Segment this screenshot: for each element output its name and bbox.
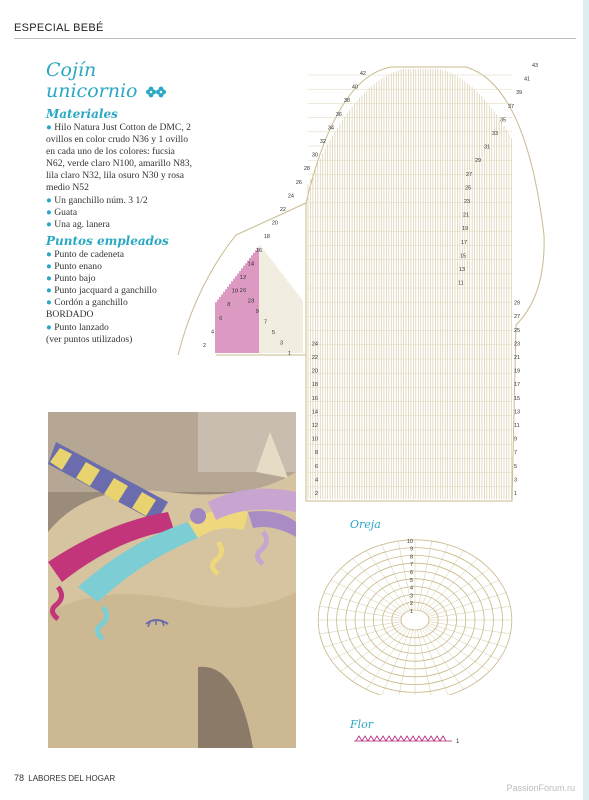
stitch-line: (ver puntos utilizados) (46, 333, 133, 345)
stitch-line: ● Punto lanzado (46, 321, 109, 333)
ear-spoke (331, 580, 403, 615)
row-label-left: 38 (343, 98, 350, 105)
title-line1: Cojín (46, 59, 97, 81)
ear-row-label: 6 (409, 570, 413, 576)
row-label-right: 33 (492, 131, 499, 137)
stitch-line: BORDADO (46, 309, 94, 321)
row-label-lower-right: 27 (514, 314, 521, 321)
row-label-lower-right: 1 (514, 491, 518, 497)
row-label-left: 42 (359, 71, 366, 77)
row-label-lower-right: 29 (514, 300, 521, 307)
materials-line: ● Hilo Natura Just Cotton de DMC, 2 (46, 122, 191, 133)
row-label-right: 11 (458, 280, 464, 287)
row-label-left: 30 (311, 152, 318, 159)
row-label-lower-left: 4 (314, 477, 318, 484)
ear-spoke (429, 622, 511, 634)
materials-line: medio N52 (46, 182, 89, 194)
row-label-lower-right: 5 (514, 463, 518, 470)
row-label-small: 3 (280, 340, 284, 347)
ear-row-label: 5 (409, 577, 413, 584)
materials-line: lila claro N32, lila osuro N30 y rosa (46, 170, 185, 182)
row-label-left: 36 (335, 111, 342, 118)
materials-line: ovillos en color crudo N36 y 1 ovillo (46, 134, 189, 146)
ear-row-label: 9 (409, 546, 413, 553)
ear-row-label: 4 (409, 585, 413, 592)
ear-row-label: 7 (409, 562, 413, 569)
row-label-left: 34 (327, 125, 334, 132)
row-label-left: 24 (287, 193, 294, 200)
row-label-left: 28 (303, 166, 310, 173)
row-label-right: 19 (462, 226, 469, 233)
row-label-left: 32 (319, 139, 326, 145)
ear-spoke (319, 606, 401, 618)
row-label-right: 15 (460, 253, 467, 260)
ear-spoke (331, 625, 403, 660)
ear-spoke (427, 625, 499, 660)
row-label-lower-left: 6 (314, 463, 318, 470)
row-label-left: 4 (210, 329, 214, 336)
materials-line: ● Una ag. lanera (46, 218, 110, 230)
row-label-lower-right: 19 (514, 368, 521, 375)
row-label-lower-left: 10 (311, 436, 318, 443)
row-label-right: 35 (500, 117, 507, 124)
ear-row-label: 2 (409, 601, 413, 608)
row-label-lower-left: 20 (311, 368, 318, 375)
row-label-small: 1 (288, 351, 292, 357)
row-label-lower-left: 16 (311, 395, 318, 402)
row-label-left: 20 (271, 220, 278, 227)
ear-crochet-diagram (315, 520, 520, 695)
watermark: PassionForum.ru (506, 783, 575, 793)
materials-list (46, 122, 192, 231)
row-label-right: 39 (516, 90, 523, 97)
row-label-lower-right: 13 (514, 409, 521, 416)
row-label-right: 31 (484, 144, 491, 151)
ear-spoke (353, 559, 406, 613)
title-line2: unicornio (46, 80, 138, 102)
row-label-right: 25 (465, 185, 472, 192)
row-label-small: 9 (256, 309, 260, 315)
flower-crochet-diagram (352, 733, 472, 747)
row-label-lower-right: 23 (514, 341, 521, 348)
ear-row-labels (407, 539, 413, 615)
ear-spoke (367, 629, 409, 690)
row-label-left: 10 (231, 288, 238, 295)
materials-heading: Materiales (46, 107, 118, 121)
ear-row-label: 3 (409, 593, 413, 600)
materials-line: ● Un ganchillo núm. 3 1/2 (46, 194, 148, 206)
materials-line: N62, verde claro N100, amarillo N83, (46, 158, 192, 170)
row-label-left: 2 (202, 343, 206, 349)
row-label-right: 29 (475, 158, 482, 165)
row-label-left: 8 (226, 302, 230, 309)
row-label-lower-left: 8 (314, 450, 318, 457)
ear-spoke (422, 551, 464, 612)
row-label-right: 43 (532, 63, 539, 69)
row-label-left: 14 (247, 261, 254, 268)
row-label-small: 7 (264, 319, 268, 326)
stitches-list (46, 249, 186, 346)
row-label-right: 13 (459, 267, 466, 273)
ear-spoke (319, 622, 401, 634)
ear-ring (401, 610, 429, 630)
ear-diagram-label: Oreja (350, 518, 381, 531)
section-label: ESPECIAL BEBÉ (14, 22, 104, 34)
stitches-heading: Puntos empleados (46, 234, 169, 248)
ear-row-label: 10 (406, 538, 413, 545)
header-rule (14, 38, 576, 39)
ear-spoke (422, 629, 464, 690)
ear-rings (318, 540, 512, 695)
row-label-lower-left: 12 (311, 423, 318, 429)
ear-spoke (424, 628, 477, 682)
body-vertical-stitches (260, 69, 511, 499)
row-number-labels (203, 63, 538, 497)
page-footer (14, 773, 115, 783)
flower-row-label: 1 (456, 739, 460, 745)
magazine-name: LABORES DEL HOGAR (28, 774, 116, 783)
row-label-lower-right: 21 (514, 355, 521, 361)
ear-spoke (427, 580, 499, 615)
row-label-lower-right: 15 (514, 395, 521, 402)
row-label-right: 27 (466, 171, 473, 178)
stitch-line: ● Cordón a ganchillo (46, 297, 128, 309)
ear-spoke (429, 606, 511, 618)
row-label-left: 12 (239, 275, 246, 281)
page-number: 78 (14, 773, 25, 783)
row-label-lower-right: 17 (514, 382, 521, 389)
row-label-lower-left: 18 (311, 382, 318, 389)
row-label-right: 21 (463, 212, 470, 219)
row-label-left: 22 (279, 207, 286, 213)
flower-diagram-label: Flor (350, 718, 374, 731)
materials-line: en cada uno de los colores: fucsia (46, 146, 175, 158)
row-label-right: 17 (461, 239, 468, 246)
stitch-line: ● Punto bajo (46, 273, 96, 285)
row-label-lower-right: 3 (514, 477, 518, 484)
ear-spoke (367, 551, 409, 612)
row-label-lower-right: 25 (514, 327, 521, 334)
ear-spoke (424, 559, 477, 613)
row-label-lower-left: 14 (311, 409, 318, 416)
ear-row-label: 1 (409, 609, 413, 615)
stitch-line: ● Punto de cadeneta (46, 249, 124, 260)
row-label-left: 6 (218, 315, 222, 322)
row-label-small: 26 (240, 288, 247, 294)
ear-row-label: 8 (409, 554, 413, 561)
row-label-right: 41 (524, 76, 531, 83)
row-label-lower-left: 22 (311, 355, 318, 361)
row-label-right: 37 (508, 103, 515, 110)
body-crochet-diagram (176, 55, 566, 510)
row-label-right: 23 (464, 199, 471, 205)
stitch-line: ● Punto jacquard a ganchillo (46, 285, 157, 297)
row-label-lower-right: 9 (514, 436, 518, 443)
row-label-lower-left: 2 (314, 491, 318, 497)
row-label-small: 5 (272, 330, 276, 336)
body-horizontal-rows (308, 75, 515, 487)
row-label-left: 26 (295, 179, 302, 186)
row-label-left: 40 (351, 84, 358, 91)
row-label-left: 16 (255, 247, 262, 254)
row-label-left: 18 (263, 234, 270, 241)
ear-spoke (353, 628, 406, 682)
flower-icon (146, 86, 168, 98)
row-label-lower-right: 7 (514, 450, 518, 457)
row-label-lower-right: 11 (514, 423, 520, 429)
row-label-lower-left: 24 (311, 341, 318, 348)
row-label-small: 28 (248, 298, 255, 305)
materials-line: ● Guata (46, 206, 78, 218)
stitch-line: ● Punto enano (46, 261, 102, 273)
